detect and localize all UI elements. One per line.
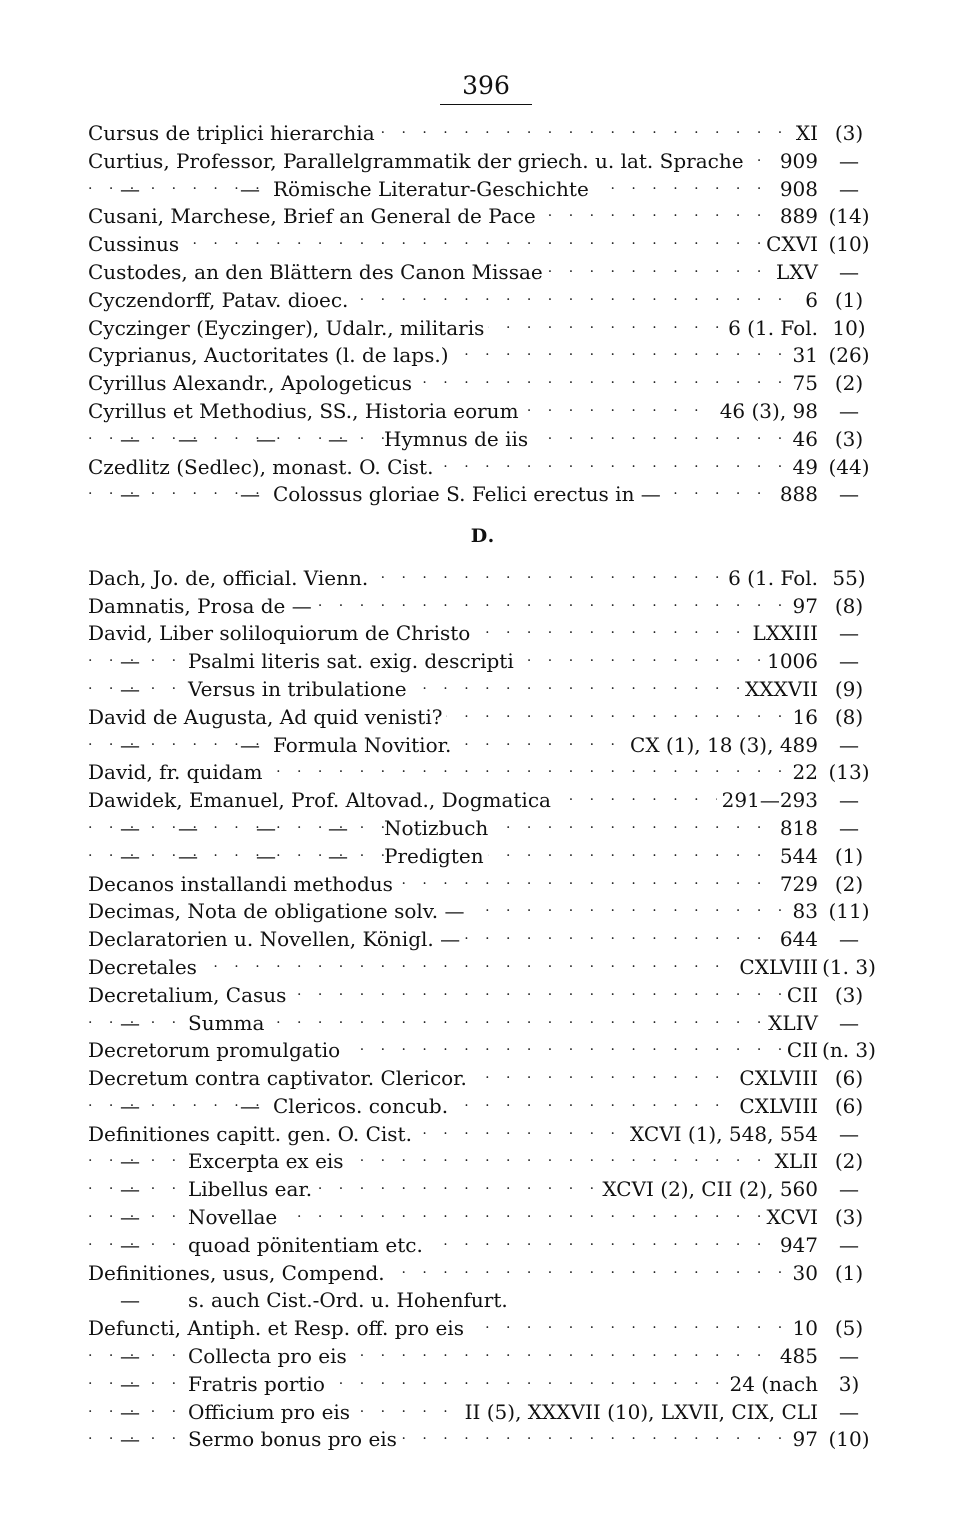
- ditto-dash: —: [256, 815, 276, 840]
- entry-text: s. auch Cist.-Ord. u. Hohenfurt.: [188, 1287, 512, 1315]
- ditto-dash: —: [120, 426, 140, 451]
- index-entry: [88, 426, 878, 454]
- ditto-dash: —: [120, 815, 140, 840]
- index-entry: [88, 620, 878, 648]
- entry-note: (1): [834, 843, 864, 868]
- index-entry: [88, 871, 878, 899]
- index-entry: [88, 1121, 878, 1149]
- entry-note: (2): [834, 1149, 864, 1174]
- entry-reference: 729: [775, 871, 818, 899]
- index-entry: [88, 370, 878, 398]
- entry-note: (14): [828, 204, 870, 229]
- entry-text: Decretorum promulgatio: [88, 1037, 344, 1065]
- entry-reference: 97: [788, 1426, 818, 1454]
- entry-reference: 49: [788, 454, 818, 482]
- entry-reference: 947: [775, 1232, 818, 1260]
- entry-reference: CII: [782, 1037, 818, 1065]
- entry-note: (5): [834, 1316, 864, 1341]
- index-entry: [88, 1315, 878, 1343]
- entry-reference: CXVI: [761, 231, 818, 259]
- entry-text: Dawidek, Emanuel, Prof. Altovad., Dogmatica: [88, 787, 555, 815]
- index-entry: [88, 1148, 878, 1176]
- dot-leader: [88, 231, 818, 259]
- entry-text: David, Liber soliloquiorum de Christo: [88, 620, 474, 648]
- entry-note: —: [839, 1344, 859, 1369]
- ditto-dash: —: [178, 843, 198, 868]
- ditto-dash: —: [178, 815, 198, 840]
- entry-note: —: [839, 788, 859, 813]
- entry-text: Defuncti, Antiph. et Resp. off. pro eis: [88, 1315, 468, 1343]
- entry-note: 3): [838, 1371, 860, 1396]
- entry-text: Formula Novitior.: [273, 732, 455, 760]
- entry-note: (3): [834, 426, 864, 451]
- entry-reference: 30: [788, 1260, 818, 1288]
- entry-reference: 888: [775, 481, 818, 509]
- index-entry: [88, 1287, 878, 1315]
- ditto-dash: —: [120, 1232, 140, 1257]
- entry-text: Decretum contra captivator. Clericor.: [88, 1065, 471, 1093]
- index-entry: [88, 203, 878, 231]
- entry-reference: 22: [788, 759, 818, 787]
- ditto-dash: —: [240, 482, 260, 507]
- entry-note: 10): [832, 315, 866, 340]
- entry-note: (n. 3): [822, 1038, 876, 1063]
- entry-reference: XLIV: [763, 1010, 818, 1038]
- entry-text: Fratris portio: [188, 1371, 329, 1399]
- index-entry: [88, 648, 878, 676]
- entry-note: —: [839, 482, 859, 507]
- entry-text: Czedlitz (Sedlec), monast. O. Cist.: [88, 454, 437, 482]
- entry-note: (13): [828, 760, 870, 785]
- entry-reference: 83: [788, 898, 818, 926]
- entry-text: Cyprianus, Auctoritates (l. de laps.): [88, 342, 453, 370]
- entry-reference: 291—293: [717, 787, 818, 815]
- entry-note: (9): [834, 676, 864, 701]
- entry-note: (8): [834, 704, 864, 729]
- entry-reference: 818: [775, 815, 818, 843]
- ditto-dash: —: [120, 1149, 140, 1174]
- entry-text: Libellus ear.: [188, 1176, 316, 1204]
- index-entry: [88, 593, 878, 621]
- ditto-dash: —: [120, 676, 140, 701]
- index-entry: [88, 481, 878, 509]
- entry-text: Decanos installandi methodus: [88, 871, 397, 899]
- entry-note: —: [839, 259, 859, 284]
- index-entry: [88, 565, 878, 593]
- entry-text: Hymnus de iis: [384, 426, 532, 454]
- entry-note: (2): [834, 371, 864, 396]
- index-entry: [88, 176, 878, 204]
- entry-text: Excerpta ex eis: [188, 1148, 348, 1176]
- section-heading: D.: [470, 525, 496, 548]
- entry-text: Declaratorien u. Novellen, Königl. —: [88, 926, 464, 954]
- entry-reference: CII: [782, 982, 818, 1010]
- index-entry: [88, 398, 878, 426]
- entry-text: Cussinus: [88, 231, 183, 259]
- entry-note: —: [839, 1232, 859, 1257]
- entry-text: Cyrillus et Methodius, SS., Historia eorum: [88, 398, 523, 426]
- index-entry: [88, 926, 878, 954]
- entry-reference: 10: [788, 1315, 818, 1343]
- index-entry: [88, 259, 878, 287]
- entry-text: Custodes, an den Blättern des Canon Missae: [88, 259, 547, 287]
- entry-note: —: [839, 621, 859, 646]
- entry-reference: 6 (1. Fol.: [723, 315, 818, 343]
- entry-text: Curtius, Professor, Parallelgrammatik der griech. u. lat. Sprache: [88, 148, 748, 176]
- index-entry: [88, 982, 878, 1010]
- entry-text: Dach, Jo. de, official. Vienn.: [88, 565, 372, 593]
- entry-text: Colossus gloriae S. Felici erectus in —: [273, 481, 665, 509]
- ditto-dash: —: [120, 1177, 140, 1202]
- index-entry: [88, 843, 878, 871]
- entry-text: Notizbuch: [384, 815, 492, 843]
- entry-text: Damnatis, Prosa de —: [88, 593, 316, 621]
- index-entry: [88, 1065, 878, 1093]
- ditto-dash: —: [120, 1205, 140, 1230]
- entry-note: (8): [834, 593, 864, 618]
- entry-text: Summa: [188, 1010, 268, 1038]
- entry-reference: CX (1), 18 (3), 489: [625, 732, 818, 760]
- entry-reference: 544: [775, 843, 818, 871]
- page-number: 396: [440, 68, 532, 105]
- index-entry: [88, 676, 878, 704]
- entry-note: (6): [834, 1093, 864, 1118]
- entry-note: (6): [834, 1066, 864, 1091]
- ditto-dash: —: [120, 649, 140, 674]
- ditto-dash: —: [120, 176, 140, 201]
- entry-note: —: [839, 1399, 859, 1424]
- entry-reference: XLII: [770, 1148, 818, 1176]
- entry-text: Decretalium, Casus: [88, 982, 290, 1010]
- entry-note: —: [839, 1177, 859, 1202]
- entry-reference: LXV: [771, 259, 818, 287]
- ditto-dash: —: [120, 1093, 140, 1118]
- entry-reference: XCVI: [761, 1204, 818, 1232]
- entry-note: (3): [834, 982, 864, 1007]
- entry-text: Decretales: [88, 954, 201, 982]
- entry-note: (10): [828, 1427, 870, 1452]
- index-entry: [88, 1010, 878, 1038]
- entry-note: 55): [832, 565, 866, 590]
- entry-note: —: [839, 732, 859, 757]
- ditto-dash: —: [120, 1427, 140, 1452]
- entry-text: Definitiones, usus, Compend.: [88, 1260, 389, 1288]
- index-entry: [88, 954, 878, 982]
- entry-reference: 485: [775, 1343, 818, 1371]
- index-entry: [88, 1093, 878, 1121]
- ditto-dash: —: [120, 1371, 140, 1396]
- ditto-dash: —: [256, 843, 276, 868]
- entry-text: Cyczinger (Eyczinger), Udalr., militaris: [88, 315, 488, 343]
- index-entry: [88, 120, 878, 148]
- entry-text: quoad pönitentiam etc.: [188, 1232, 427, 1260]
- entry-reference: CXLVIII: [734, 954, 818, 982]
- ditto-dash: —: [120, 1399, 140, 1424]
- entry-text: David de Augusta, Ad quid venisti?: [88, 704, 446, 732]
- index-entry: [88, 1343, 878, 1371]
- index-entries: [88, 120, 878, 1454]
- index-entry: [88, 1399, 878, 1427]
- entry-note: (3): [834, 1205, 864, 1230]
- ditto-dash: —: [120, 1344, 140, 1369]
- entry-reference: XI: [791, 120, 818, 148]
- entry-note: (2): [834, 871, 864, 896]
- entry-note: (1. 3): [822, 954, 876, 979]
- index-entry: [88, 898, 878, 926]
- entry-text: Cusani, Marchese, Brief an General de Pace: [88, 203, 540, 231]
- index-entry: [88, 1037, 878, 1065]
- entry-note: (1): [834, 287, 864, 312]
- entry-text: Cyczendorff, Patav. dioec.: [88, 287, 352, 315]
- entry-text: Cursus de triplici hierarchia: [88, 120, 379, 148]
- index-entry: [88, 315, 878, 343]
- entry-note: (1): [834, 1260, 864, 1285]
- entry-reference: XXXVII: [740, 676, 818, 704]
- entry-reference: 644: [775, 926, 818, 954]
- ditto-dash: —: [120, 1288, 140, 1313]
- index-entry: [88, 787, 878, 815]
- ditto-dash: —: [328, 843, 348, 868]
- entry-text: Definitiones capitt. gen. O. Cist.: [88, 1121, 416, 1149]
- ditto-dash: —: [240, 176, 260, 201]
- index-entry: [88, 1204, 878, 1232]
- ditto-dash: —: [328, 426, 348, 451]
- entry-reference: 46 (3), 98: [715, 398, 818, 426]
- entry-text: David, fr. quidam: [88, 759, 266, 787]
- index-entry: [88, 231, 878, 259]
- dot-leader: [88, 1093, 818, 1121]
- entry-note: —: [839, 176, 859, 201]
- entry-text: Clericos. concub.: [273, 1093, 452, 1121]
- entry-note: —: [839, 398, 859, 423]
- entry-note: (10): [828, 232, 870, 257]
- entry-note: —: [839, 1010, 859, 1035]
- entry-reference: LXXIII: [748, 620, 818, 648]
- entry-reference: 75: [788, 370, 818, 398]
- entry-text: Psalmi literis sat. exig. descripti: [188, 648, 518, 676]
- entry-text: Predigten: [384, 843, 488, 871]
- entry-text: Decimas, Nota de obligatione solv. —: [88, 898, 468, 926]
- entry-note: —: [839, 927, 859, 952]
- entry-reference: II (5), XXXVII (10), LXVII, CIX, CLI: [460, 1399, 818, 1427]
- ditto-dash: —: [178, 426, 198, 451]
- index-entry: [88, 148, 878, 176]
- entry-reference: 31: [788, 342, 818, 370]
- ditto-dash: —: [120, 1010, 140, 1035]
- index-entry: [88, 1232, 878, 1260]
- entry-note: —: [839, 148, 859, 173]
- entry-text: Novellae: [188, 1204, 281, 1232]
- entry-reference: 16: [788, 704, 818, 732]
- entry-note: (3): [834, 121, 864, 145]
- entry-reference: CXLVIII: [734, 1065, 818, 1093]
- ditto-dash: —: [256, 426, 276, 451]
- index-entry: [88, 1260, 878, 1288]
- index-entry: [88, 1426, 878, 1454]
- entry-reference: XCVI (2), CII (2), 560: [597, 1176, 818, 1204]
- ditto-dash: —: [120, 843, 140, 868]
- index-entry: [88, 454, 878, 482]
- entry-text: Sermo bonus pro eis: [188, 1426, 401, 1454]
- entry-note: —: [839, 649, 859, 674]
- entry-reference: 46: [788, 426, 818, 454]
- entry-reference: 1006: [762, 648, 818, 676]
- entry-reference: 24 (nach: [725, 1371, 819, 1399]
- index-entry: [88, 732, 878, 760]
- index-entry: [88, 342, 878, 370]
- entry-reference: 909: [775, 148, 818, 176]
- entry-text: Versus in tribulatione: [188, 676, 411, 704]
- entry-text: Officium pro eis: [188, 1399, 354, 1427]
- entry-reference: XCVI (1), 548, 554: [625, 1121, 818, 1149]
- entry-reference: 6 (1. Fol.: [723, 565, 818, 593]
- index-entry: [88, 1176, 878, 1204]
- entry-reference: 908: [775, 176, 818, 204]
- ditto-dash: —: [120, 732, 140, 757]
- index-entry: [88, 815, 878, 843]
- entry-reference: CXLVIII: [734, 1093, 818, 1121]
- entry-note: (11): [828, 899, 870, 924]
- index-entry: [88, 759, 878, 787]
- entry-note: —: [839, 815, 859, 840]
- ditto-dash: —: [120, 482, 140, 507]
- entry-reference: 6: [800, 287, 818, 315]
- entry-note: —: [839, 1121, 859, 1146]
- entry-reference: 889: [775, 203, 818, 231]
- entry-note: (26): [828, 343, 870, 368]
- entry-reference: 97: [788, 593, 818, 621]
- ditto-dash: —: [240, 1093, 260, 1118]
- ditto-dash: —: [328, 815, 348, 840]
- entry-note: (44): [828, 454, 870, 479]
- entry-text: Cyrillus Alexandr., Apologeticus: [88, 370, 416, 398]
- index-entry: [88, 287, 878, 315]
- index-entry: [88, 704, 878, 732]
- index-entry: [88, 1371, 878, 1399]
- entry-text: Collecta pro eis: [188, 1343, 351, 1371]
- entry-text: Römische Literatur-Geschichte: [273, 176, 593, 204]
- ditto-dash: —: [240, 732, 260, 757]
